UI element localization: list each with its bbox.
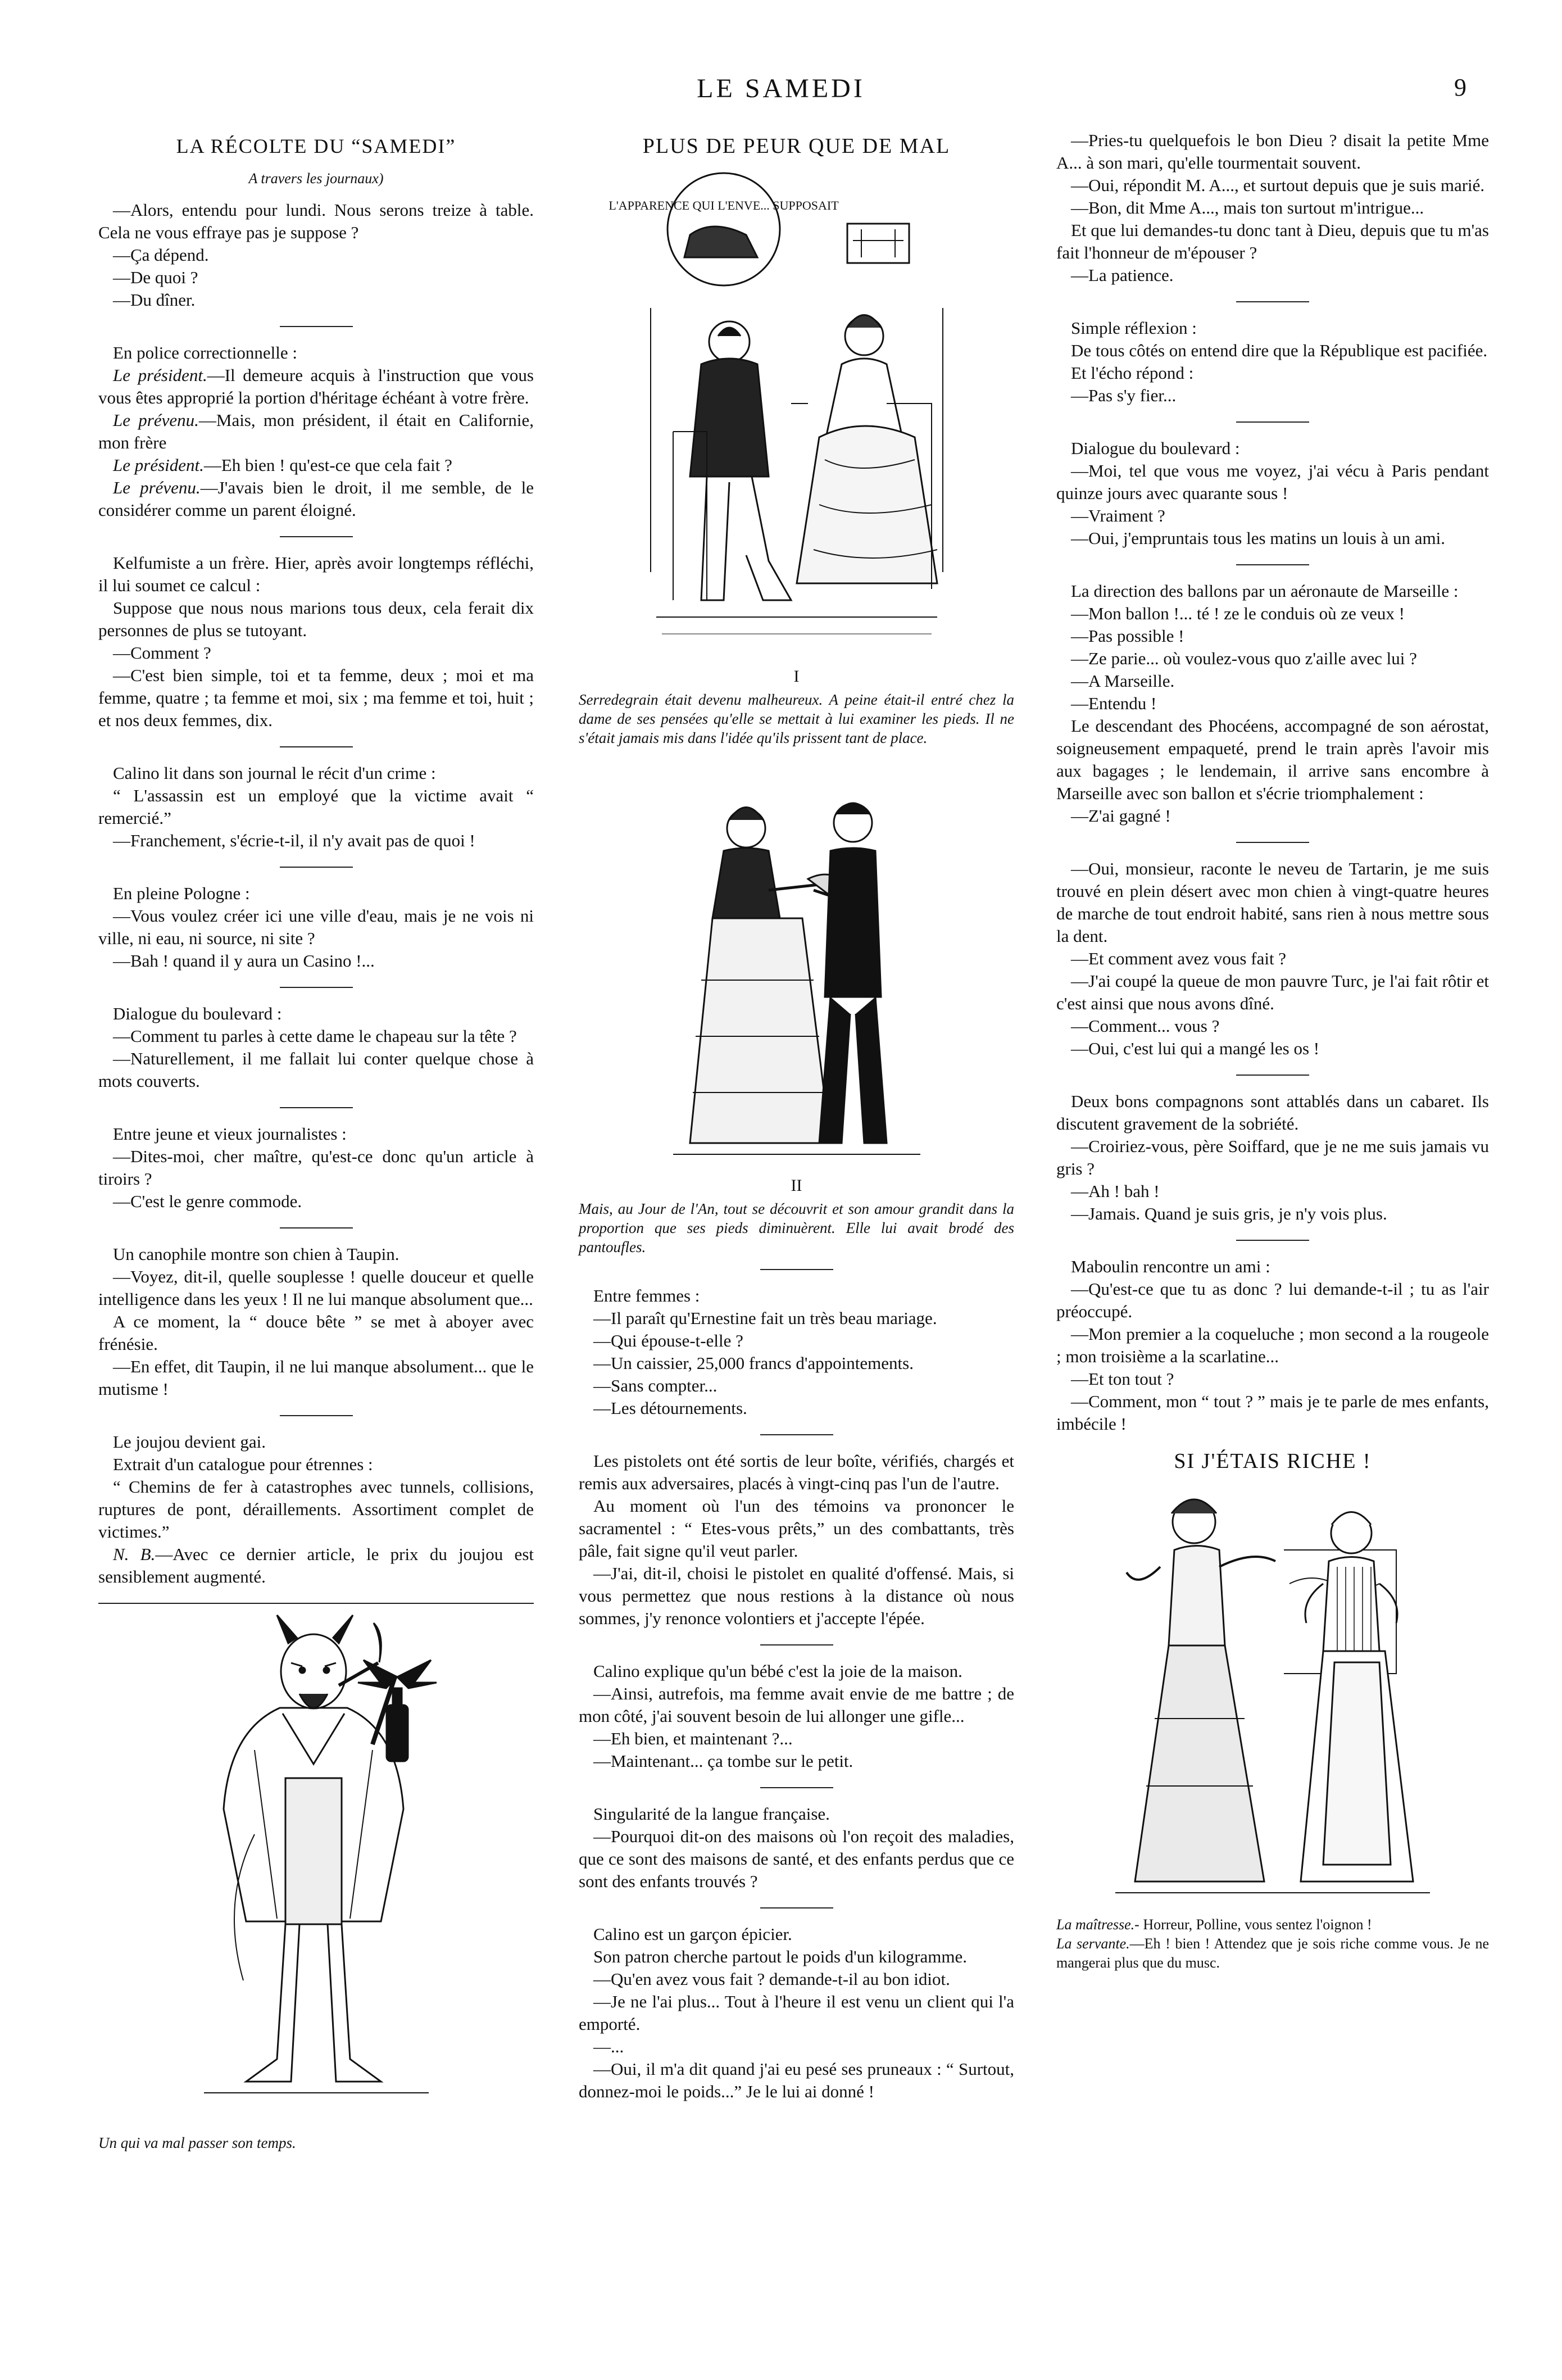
dialogue-line: Le président.—Eh bien ! qu'est-ce que cela fait ? <box>113 455 452 475</box>
paragraph: —Oui, il m'a dit quand j'ai eu pesé ses pruneaux : “ Surtout, donnez-moi le poids...” Je le lui ai donné ! <box>579 2059 1014 2101</box>
joke-quarante-sous <box>1056 437 1489 550</box>
section-divider <box>280 1415 353 1416</box>
section-divider <box>280 746 353 747</box>
paragraph: De tous côtés on entend dire que la République est pacifiée. <box>1071 341 1488 360</box>
joke-sobriete <box>1056 1090 1489 1225</box>
paragraph: Singularité de la langue française. <box>593 1804 830 1824</box>
paragraph: —Naturellement, il me fallait lui conter quelque chose à mots couverts. <box>98 1049 534 1091</box>
joke-calino-crime <box>98 762 534 852</box>
paragraph: Dialogue du boulevard : <box>1071 438 1240 458</box>
dialogue-line: Le prévenu.—J'avais bien le droit, il me semble, de le considérer comme un parent éloigné. <box>98 478 534 520</box>
paragraph: —La patience. <box>1071 265 1174 285</box>
paragraph: —Ça dépend. <box>113 245 209 265</box>
section-divider <box>1236 564 1309 565</box>
paragraph: A ce moment, la “ douce bête ” se met à aboyer avec frénésie. <box>98 1312 534 1354</box>
joke-langue <box>579 1803 1014 1893</box>
paragraph: Extrait d'un catalogue pour étrennes : <box>113 1454 373 1474</box>
illustration-caption-one: Serredegrain était devenu malheureux. A peine était-il entré chez la dame de ses pensées qu'elle se mettait à lui examiner les pieds. Il ne s'était jamais mis dans l'idée qu'ils prissent tant de place. <box>579 691 1014 746</box>
paragraph: En police correctionnelle : <box>113 343 297 362</box>
paragraph: —Oui, répondit M. A..., et surtout depuis que je suis marié. <box>1071 175 1485 195</box>
paragraph: —Sans compter... <box>593 1376 718 1395</box>
section-divider <box>280 326 353 327</box>
paragraph: La direction des ballons par un aéronaute de Marseille : <box>1071 581 1459 601</box>
joke-entre-femmes <box>579 1285 1014 1420</box>
illustration-mistress-servant <box>1098 1483 1447 1910</box>
paragraph: —Les détournements. <box>593 1398 747 1418</box>
paragraph: —Comment, mon “ tout ? ” mais je te parle de mes enfants, imbécile ! <box>1056 1391 1489 1434</box>
paragraph: —Un caissier, 25,000 francs d'appointements. <box>593 1353 914 1373</box>
paragraph: —De quoi ? <box>113 268 198 287</box>
paragraph: —A Marseille. <box>1071 671 1175 691</box>
column-left <box>98 129 534 2152</box>
joke-joujou <box>98 1431 534 1588</box>
paragraph: —Qu'est-ce que tu as donc ? lui demande-t-il ; tu as l'air préoccupé. <box>1056 1279 1489 1321</box>
paragraph: —C'est le genre commode. <box>113 1191 302 1211</box>
section-heading-riche: SI J'ÉTAIS RICHE ! <box>1174 1449 1372 1473</box>
speaker: La maîtresse. <box>1056 1916 1135 1933</box>
paragraph: —Maintenant... ça tombe sur le petit. <box>593 1751 853 1771</box>
paragraph: —Croiriez-vous, père Soiffard, que je ne me suis jamais vu gris ? <box>1056 1136 1489 1178</box>
column-right <box>1056 129 1489 1973</box>
section-divider <box>280 867 353 868</box>
paragraph: —Bah ! quand il y aura un Casino !... <box>113 951 375 971</box>
section-divider <box>760 1907 833 1908</box>
section-divider <box>280 987 353 988</box>
joke-tartarin <box>1056 858 1489 1060</box>
section-divider <box>280 536 353 537</box>
caption-line-mistress: La maîtresse.- Horreur, Polline, vous sentez l'oignon ! <box>1056 1916 1372 1933</box>
paragraph: Maboulin rencontre un ami : <box>1071 1257 1270 1276</box>
section-divider <box>1236 1075 1309 1076</box>
joke-maboulin <box>1056 1255 1489 1435</box>
paragraph: Entre femmes : <box>593 1286 700 1305</box>
paragraph: —Je ne l'ai plus... Tout à l'heure il est venu un client qui l'a emporté. <box>579 1992 1014 2034</box>
paragraph: —Comment ? <box>113 643 211 663</box>
joke-kelfumiste <box>98 552 534 732</box>
paragraph: —Entendu ! <box>1071 693 1157 713</box>
speaker: N. B. <box>113 1544 156 1564</box>
section-divider <box>1236 421 1309 423</box>
speaker: Le prévenu. <box>113 410 199 430</box>
paragraph: —J'ai coupé la queue de mon pauvre Turc, je l'ai fait rôtir et c'est ainsi que nous avons dîné. <box>1056 971 1489 1013</box>
paragraph: —En effet, dit Taupin, il ne lui manque absolument... que le mutisme ! <box>98 1357 534 1399</box>
paragraph: Calino est un garçon épicier. <box>593 1924 792 1944</box>
illustration-number-one: I <box>793 667 800 686</box>
paragraph: —Voyez, dit-il, quelle souplesse ! quelle douceur et quelle intelligence dans les yeux ! Il ne lui manque absolument que... <box>98 1267 534 1309</box>
illustration-number-two: II <box>791 1176 802 1195</box>
paragraph: Le descendant des Phocéens, accompagné de son aérostat, soigneusement empaqueté, prend le train après l'avoir mis aux bagages ; le lendemain, il arrive sans encombre à Marseille avec son ballon et s'écrie triomphalement : <box>1056 716 1489 803</box>
section-divider <box>1236 1240 1309 1241</box>
section-divider <box>760 1644 833 1645</box>
paragraph: —Il paraît qu'Ernestine fait un très beau mariage. <box>593 1308 937 1328</box>
paragraph: —C'est bien simple, toi et ta femme, deux ; moi et ma femme, quatre ; ta femme et moi, six ; ma femme et toi, huit ; et nos deux femmes, dix. <box>98 665 534 730</box>
paragraph: —Oui, c'est lui qui a mangé les os ! <box>1071 1039 1320 1058</box>
paragraph: “ Chemins de fer à catastrophes avec tunnels, collisions, ruptures de pont, déraillements. Assortiment complet de victimes.” <box>98 1477 534 1542</box>
paragraph: —Du dîner. <box>113 290 196 310</box>
column-middle <box>579 129 1014 2118</box>
paragraph: —Oui, j'empruntais tous les matins un louis à un ami. <box>1071 528 1446 548</box>
paragraph: —Et ton tout ? <box>1071 1369 1174 1389</box>
paragraph: —Eh bien, et maintenant ?... <box>593 1729 793 1748</box>
paragraph: Son patron cherche partout le poids d'un kilogramme. <box>593 1947 968 1966</box>
paragraph: Le joujou devient gai. <box>113 1432 266 1452</box>
section-subheading: A travers les journaux) <box>248 170 384 187</box>
paragraph: —... <box>593 2037 624 2056</box>
paragraph: Kelfumiste a un frère. Hier, après avoir longtemps réfléchi, il lui soumet ce calcul : <box>98 553 534 595</box>
paragraph: —Comment tu parles à cette dame le chapeau sur la tête ? <box>113 1026 517 1046</box>
paragraph: —Pourquoi dit-on des maisons où l'on reçoit des maladies, que ce sont des maisons de santé, et des enfants perdus que ce sont des enfants trouvés ? <box>579 1826 1014 1891</box>
section-heading-peur: PLUS DE PEUR QUE DE MAL <box>642 134 951 158</box>
paragraph: “ L'assassin est un employé que la victime avait “ remercié.” <box>98 786 534 828</box>
dialogue-line: Le prévenu.—Mais, mon président, il était en Californie, mon frère <box>98 410 534 452</box>
caption-line-servant: La servante.—Eh ! bien ! Attendez que je sois riche comme vous. Je ne mangerai plus que du musc. <box>1056 1935 1489 1971</box>
paragraph: Simple réflexion : <box>1071 318 1197 338</box>
paragraph: —Qu'en avez vous fait ? demande-t-il au bon idiot. <box>593 1969 950 1989</box>
paragraph: —Bon, dit Mme A..., mais ton surtout m'intrigue... <box>1071 198 1424 217</box>
paragraph: Les pistolets ont été sortis de leur boîte, vérifiés, chargés et remis aux adversaires, placés à vingt-cinq pas l'un de l'autre. <box>579 1451 1014 1493</box>
speaker: Le président. <box>113 365 207 385</box>
riche-caption <box>1056 1915 1489 1973</box>
paragraph: —Moi, tel que vous me voyez, j'ai vécu à Paris pendant quinze jours avec quarante sous ! <box>1056 461 1489 503</box>
paragraph: Et l'écho répond : <box>1071 363 1194 383</box>
speaker: La servante. <box>1056 1935 1130 1952</box>
paragraph: Deux bons compagnons sont attablés dans un cabaret. Ils discutent gravement de la sobriété. <box>1056 1091 1489 1134</box>
sign-lettering: L'APPARENCE QUI L'ENVE... SUPPOSAIT <box>608 198 839 212</box>
illustration-caption-two: Mais, au Jour de l'An, tout se découvrit et son amour grandit dans la proportion que ses pieds diminuèrent. Elle lui avait brodé des pantoufles. <box>579 1200 1014 1255</box>
joke-canophile <box>98 1243 534 1400</box>
joke-chapeau <box>98 1003 534 1092</box>
paragraph: —Z'ai gagné ! <box>1071 806 1171 826</box>
section-heading-recolte: LA RÉCOLTE DU “SAMEDI” <box>176 135 456 157</box>
joke-epicier <box>579 1923 1014 2103</box>
paragraph: —Oui, monsieur, raconte le neveu de Tartarin, je me suis trouvé en plein désert avec mon chien à vingt-quatre heures de marche de tout endroit habité, sans rien à nous mettre sous la dent. <box>1056 859 1489 946</box>
paragraph: —Ainsi, autrefois, ma femme avait envie de me battre ; de mon côté, j'ai souvent besoin de lui allonger une gifle... <box>579 1684 1014 1726</box>
paragraph: Entre jeune et vieux journalistes : <box>113 1124 347 1144</box>
paragraph: —Mon premier a la coqueluche ; mon second a la rougeole ; mon troisième a la scarlatine... <box>1056 1324 1489 1366</box>
section-divider <box>1236 301 1309 302</box>
paragraph: —Pries-tu quelquefois le bon Dieu ? disait la petite Mme A... à son mari, qu'elle tourmentait souvent. <box>1056 130 1489 173</box>
joke-bon-dieu <box>1056 129 1489 287</box>
dialogue-line: N. B.—Avec ce dernier article, le prix du joujou est sensiblement augmenté. <box>98 1544 534 1586</box>
paragraph: —Dites-moi, cher maître, qu'est-ce donc qu'un article à tiroirs ? <box>98 1146 534 1189</box>
paragraph: —Alors, entendu pour lundi. Nous serons treize à table. Cela ne vous effraye pas je suppose ? <box>98 200 534 242</box>
dialogue-line: Le président.—Il demeure acquis à l'instruction que vous vous êtes approprié la portion d'héritage échéant à votre frère. <box>98 365 534 407</box>
illustration-courting-scene <box>608 167 954 662</box>
section-divider <box>280 1227 353 1228</box>
section-divider <box>1236 842 1309 843</box>
joke-reflexion <box>1056 317 1489 407</box>
paragraph: Calino explique qu'un bébé c'est la joie de la maison. <box>593 1661 962 1681</box>
illustration-caption: Un qui va mal passer son temps. <box>98 2134 296 2151</box>
paragraph: —Jamais. Quand je suis gris, je n'y vois plus. <box>1071 1204 1387 1223</box>
joke-pistolets <box>579 1450 1014 1630</box>
joke-pologne <box>98 882 534 972</box>
paragraph: Dialogue du boulevard : <box>113 1004 282 1023</box>
page-number: 9 <box>1454 74 1466 101</box>
paragraph: —Ah ! bah ! <box>1071 1181 1160 1201</box>
paragraph: Au moment où l'un des témoins va prononcer le sacramentel : “ Etes-vous prêts,” un des combattants, très pâle, fait signe qu'il veut parler. <box>579 1496 1014 1561</box>
paragraph: —Ze parie... où voulez-vous quo z'aille avec lui ? <box>1071 649 1417 668</box>
paragraph: En pleine Pologne : <box>113 883 250 903</box>
paragraph: —Franchement, s'écrie-t-il, il n'y avait pas de quoi ! <box>113 831 475 850</box>
illustration-rule <box>98 1603 534 1604</box>
paragraph: —Comment... vous ? <box>1071 1016 1220 1036</box>
joke-diner <box>98 199 534 311</box>
paragraph: —Vous voulez créer ici une ville d'eau, mais je ne vois ni ville, ni eau, ni source, ni site ? <box>98 906 534 948</box>
paragraph: Un canophile montre son chien à Taupin. <box>113 1244 399 1264</box>
section-divider <box>760 1434 833 1435</box>
paragraph: —J'ai, dit-il, choisi le pistolet en qualité d'offensé. Mais, si vous permettez que nous restions à la distance où nous sommes, j'y renonce volontiers et j'accepte l'épée. <box>579 1563 1014 1628</box>
paragraph: —Pas s'y fier... <box>1071 386 1177 405</box>
illustration-slippers-scene <box>639 767 954 1171</box>
paragraph: —Mon ballon !... té ! ze le conduis où ze veux ! <box>1071 604 1405 623</box>
speaker: Le prévenu. <box>113 478 201 497</box>
speaker: Le président. <box>113 455 204 475</box>
joke-bebe <box>579 1660 1014 1772</box>
paragraph: Calino lit dans son journal le récit d'un crime : <box>113 763 436 783</box>
paragraph: —Vraiment ? <box>1071 506 1165 525</box>
paragraph: —Qui épouse-t-elle ? <box>593 1331 743 1350</box>
section-divider <box>760 1269 833 1270</box>
devil-illustration <box>170 1610 462 2127</box>
paragraph: Et que lui demandes-tu donc tant à Dieu, depuis que tu m'as fait l'honneur de m'épouser ? <box>1056 220 1489 262</box>
joke-ballons <box>1056 580 1489 827</box>
section-divider <box>760 1787 833 1788</box>
joke-police <box>98 342 534 522</box>
section-divider <box>280 1107 353 1108</box>
joke-journalistes <box>98 1123 534 1213</box>
paragraph: —Et comment avez vous fait ? <box>1071 949 1287 968</box>
newspaper-title: LE SAMEDI <box>697 74 865 103</box>
paragraph: Suppose que nous nous marions tous deux, cela ferait dix personnes de plus se tutoyant. <box>98 598 534 640</box>
paragraph: —Pas possible ! <box>1071 626 1184 646</box>
